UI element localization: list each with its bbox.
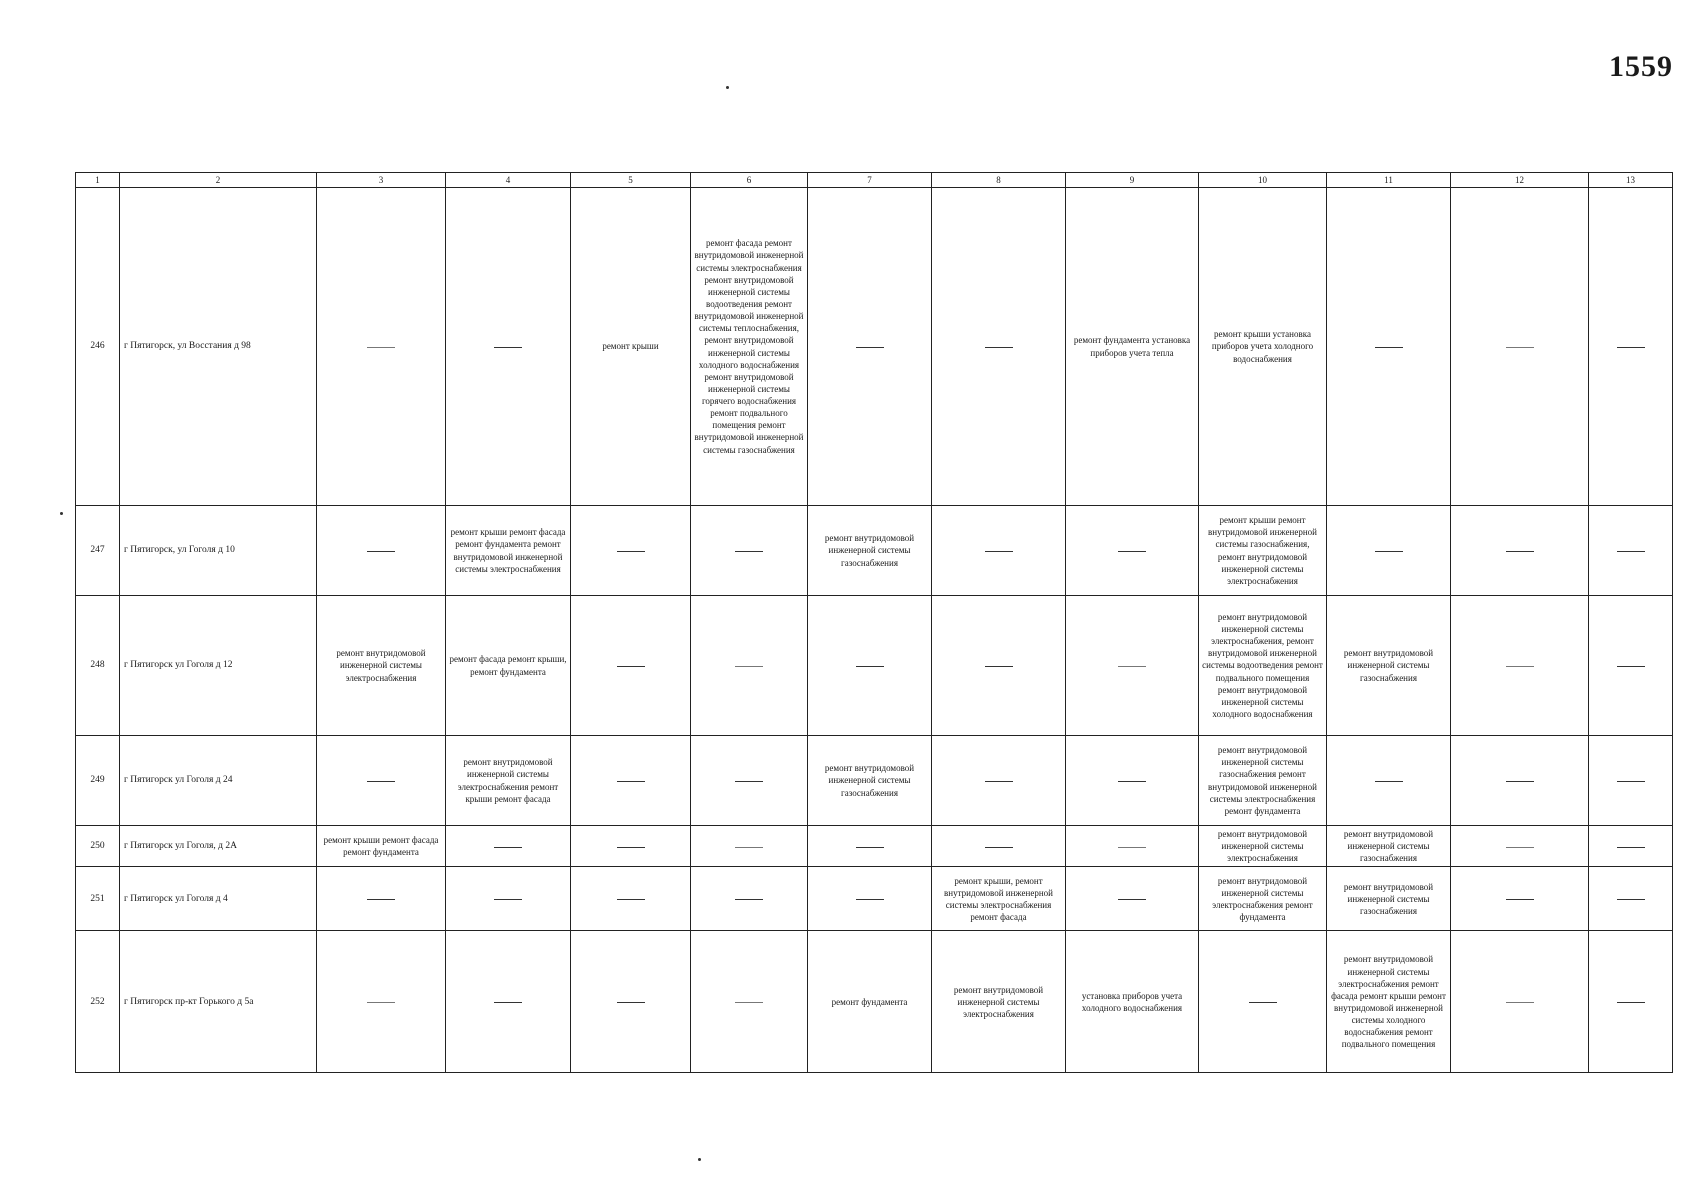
column-header: 2 <box>120 173 317 188</box>
empty-cell-col-9 <box>1066 506 1199 596</box>
empty-cell-col-13 <box>1589 826 1673 867</box>
dash-mark <box>1506 1002 1534 1003</box>
column-header: 5 <box>571 173 691 188</box>
column-header: 10 <box>1199 173 1327 188</box>
address-cell: г Пятигорск ул Гоголя, д 2А <box>120 826 317 867</box>
column-header: 4 <box>446 173 571 188</box>
empty-cell-col-5 <box>571 736 691 826</box>
empty-cell-col-11 <box>1327 736 1451 826</box>
row-number: 248 <box>76 596 120 736</box>
dash-mark <box>856 347 884 348</box>
empty-cell-col-8 <box>932 188 1066 506</box>
column-header: 11 <box>1327 173 1451 188</box>
dash-mark <box>856 847 884 848</box>
empty-cell-col-12 <box>1451 188 1589 506</box>
empty-cell-col-13 <box>1589 506 1673 596</box>
dash-mark <box>1617 347 1645 348</box>
empty-cell-col-13 <box>1589 931 1673 1073</box>
empty-cell-col-6 <box>691 826 808 867</box>
empty-cell-col-3 <box>317 931 446 1073</box>
empty-cell-col-7 <box>808 188 932 506</box>
empty-cell-col-13 <box>1589 188 1673 506</box>
address-cell: г Пятигорск, ул Гоголя д 10 <box>120 506 317 596</box>
work-cell-col-4: ремонт крыши ремонт фасада ремонт фундамента ремонт внутридомовой инженерной системы электроснабжения <box>446 506 571 596</box>
empty-cell-col-12 <box>1451 867 1589 931</box>
table-row <box>76 931 1673 1073</box>
work-cell-col-8: ремонт внутридомовой инженерной системы электроснабжения <box>932 931 1066 1073</box>
dash-mark <box>617 781 645 782</box>
dash-mark <box>735 847 763 848</box>
dash-mark <box>367 551 395 552</box>
address-cell: г Пятигорск ул Гоголя д 24 <box>120 736 317 826</box>
work-cell-col-11: ремонт внутридомовой инженерной системы электроснабжения ремонт фасада ремонт крыши ремонт внутридомовой инженерной системы холодного водоснабжения ремонт подвального помещения <box>1327 931 1451 1073</box>
dash-mark <box>735 666 763 667</box>
empty-cell-col-5 <box>571 867 691 931</box>
dash-mark <box>367 781 395 782</box>
dash-mark <box>735 1002 763 1003</box>
dash-mark <box>1506 551 1534 552</box>
work-cell-col-8: ремонт крыши, ремонт внутридомовой инженерной системы электроснабжения ремонт фасада <box>932 867 1066 931</box>
empty-cell-col-13 <box>1589 736 1673 826</box>
dash-mark <box>1118 847 1146 848</box>
row-number: 247 <box>76 506 120 596</box>
row-number: 250 <box>76 826 120 867</box>
empty-cell-col-13 <box>1589 596 1673 736</box>
table-row <box>76 596 1673 736</box>
row-number: 252 <box>76 931 120 1073</box>
empty-cell-col-10 <box>1199 931 1327 1073</box>
empty-cell-col-6 <box>691 736 808 826</box>
page-number: 1559 <box>1609 50 1673 83</box>
column-header: 9 <box>1066 173 1199 188</box>
column-header: 8 <box>932 173 1066 188</box>
dash-mark <box>1118 666 1146 667</box>
dash-mark <box>367 1002 395 1003</box>
empty-cell-col-9 <box>1066 826 1199 867</box>
work-cell-col-9: установка приборов учета холодного водоснабжения <box>1066 931 1199 1073</box>
work-cell-col-7: ремонт фундамента <box>808 931 932 1073</box>
dash-mark <box>1506 781 1534 782</box>
work-cell-col-10: ремонт внутридомовой инженерной системы газоснабжения ремонт внутридомовой инженерной системы электроснабжения ремонт фундамента <box>1199 736 1327 826</box>
dash-mark <box>1617 781 1645 782</box>
empty-cell-col-12 <box>1451 826 1589 867</box>
dash-mark <box>494 347 522 348</box>
empty-cell-col-9 <box>1066 736 1199 826</box>
dash-mark <box>494 847 522 848</box>
empty-cell-col-7 <box>808 596 932 736</box>
dash-mark <box>1118 551 1146 552</box>
table-row <box>76 188 1673 506</box>
dash-mark <box>367 347 395 348</box>
column-header: 6 <box>691 173 808 188</box>
empty-cell-col-7 <box>808 826 932 867</box>
column-header: 1 <box>76 173 120 188</box>
work-cell-col-5: ремонт крыши <box>571 188 691 506</box>
dash-mark <box>1118 899 1146 900</box>
dash-mark <box>1375 781 1403 782</box>
empty-cell-col-6 <box>691 596 808 736</box>
dash-mark <box>985 666 1013 667</box>
dash-mark <box>1617 551 1645 552</box>
dash-mark <box>985 347 1013 348</box>
empty-cell-col-12 <box>1451 736 1589 826</box>
empty-cell-col-8 <box>932 506 1066 596</box>
empty-cell-col-4 <box>446 931 571 1073</box>
empty-cell-col-9 <box>1066 867 1199 931</box>
empty-cell-col-3 <box>317 188 446 506</box>
work-cell-col-4: ремонт внутридомовой инженерной системы электроснабжения ремонт крыши ремонт фасада <box>446 736 571 826</box>
row-number: 249 <box>76 736 120 826</box>
scan-speck <box>726 86 729 89</box>
dash-mark <box>1617 847 1645 848</box>
work-cell-col-10: ремонт внутридомовой инженерной системы электроснабжения ремонт фундамента <box>1199 867 1327 931</box>
empty-cell-col-13 <box>1589 867 1673 931</box>
column-header: 12 <box>1451 173 1589 188</box>
empty-cell-col-6 <box>691 506 808 596</box>
empty-cell-col-3 <box>317 736 446 826</box>
work-cell-col-11: ремонт внутридомовой инженерной системы газоснабжения <box>1327 867 1451 931</box>
work-cell-col-10: ремонт крыши ремонт внутридомовой инженерной системы газоснабжения, ремонт внутридомовой инженерной системы электроснабжения <box>1199 506 1327 596</box>
empty-cell-col-11 <box>1327 188 1451 506</box>
dash-mark <box>617 899 645 900</box>
address-cell: г Пятигорск ул Гоголя д 4 <box>120 867 317 931</box>
dash-mark <box>856 666 884 667</box>
work-cell-col-7: ремонт внутридомовой инженерной системы газоснабжения <box>808 506 932 596</box>
scan-speck <box>698 1158 701 1161</box>
dash-mark <box>617 551 645 552</box>
table-row <box>76 826 1673 867</box>
empty-cell-col-6 <box>691 931 808 1073</box>
empty-cell-col-8 <box>932 826 1066 867</box>
dash-mark <box>985 781 1013 782</box>
empty-cell-col-5 <box>571 931 691 1073</box>
empty-cell-col-3 <box>317 867 446 931</box>
work-cell-col-9: ремонт фундамента установка приборов учета тепла <box>1066 188 1199 506</box>
repair-schedule-table <box>75 172 1673 1073</box>
dash-mark <box>985 551 1013 552</box>
empty-cell-col-12 <box>1451 596 1589 736</box>
empty-cell-col-9 <box>1066 596 1199 736</box>
dash-mark <box>617 666 645 667</box>
empty-cell-col-6 <box>691 867 808 931</box>
work-cell-col-10: ремонт внутридомовой инженерной системы электроснабжения, ремонт внутридомовой инженерной системы водоотведения ремонт подвального помещения ремонт внутридомовой инженерной системы холодного водоснабжения <box>1199 596 1327 736</box>
dash-mark <box>1249 1002 1277 1003</box>
work-cell-col-3: ремонт внутридомовой инженерной системы электроснабжения <box>317 596 446 736</box>
empty-cell-col-8 <box>932 736 1066 826</box>
work-cell-col-10: ремонт крыши установка приборов учета холодного водоснабжения <box>1199 188 1327 506</box>
empty-cell-col-12 <box>1451 506 1589 596</box>
header-row <box>76 173 1673 188</box>
dash-mark <box>1617 1002 1645 1003</box>
scan-speck <box>60 512 63 515</box>
dash-mark <box>735 899 763 900</box>
work-cell-col-3: ремонт крыши ремонт фасада ремонт фундамента <box>317 826 446 867</box>
dash-mark <box>1506 666 1534 667</box>
dash-mark <box>1375 347 1403 348</box>
work-cell-col-10: ремонт внутридомовой инженерной системы электроснабжения <box>1199 826 1327 867</box>
empty-cell-col-8 <box>932 596 1066 736</box>
row-number: 251 <box>76 867 120 931</box>
dash-mark <box>1617 666 1645 667</box>
table-row <box>76 506 1673 596</box>
dash-mark <box>735 781 763 782</box>
dash-mark <box>1617 899 1645 900</box>
dash-mark <box>985 847 1013 848</box>
empty-cell-col-5 <box>571 826 691 867</box>
dash-mark <box>1506 347 1534 348</box>
work-cell-col-7: ремонт внутридомовой инженерной системы газоснабжения <box>808 736 932 826</box>
work-cell-col-11: ремонт внутридомовой инженерной системы газоснабжения <box>1327 826 1451 867</box>
empty-cell-col-4 <box>446 826 571 867</box>
table-row <box>76 736 1673 826</box>
dash-mark <box>617 1002 645 1003</box>
empty-cell-col-3 <box>317 506 446 596</box>
dash-mark <box>856 899 884 900</box>
dash-mark <box>735 551 763 552</box>
address-cell: г Пятигорск ул Гоголя д 12 <box>120 596 317 736</box>
work-cell-col-6: ремонт фасада ремонт внутридомовой инженерной системы электроснабжения ремонт внутридомовой инженерной системы водоотведения ремонт внутридомовой инженерной системы теплоснабжения, ремонт внутридомовой инженерной системы холодного водоснабжения ремонт внутридомовой инженерной системы горячего водоснабжения ремонт подвального помещения ремонт внутридомовой инженерной системы газоснабжения <box>691 188 808 506</box>
empty-cell-col-5 <box>571 506 691 596</box>
empty-cell-col-4 <box>446 867 571 931</box>
dash-mark <box>494 899 522 900</box>
dash-mark <box>367 899 395 900</box>
empty-cell-col-5 <box>571 596 691 736</box>
address-cell: г Пятигорск, ул Восстания д 98 <box>120 188 317 506</box>
empty-cell-col-7 <box>808 867 932 931</box>
column-header: 13 <box>1589 173 1673 188</box>
row-number: 246 <box>76 188 120 506</box>
empty-cell-col-4 <box>446 188 571 506</box>
address-cell: г Пятигорск пр-кт Горького д 5а <box>120 931 317 1073</box>
work-cell-col-4: ремонт фасада ремонт крыши, ремонт фундамента <box>446 596 571 736</box>
column-header: 3 <box>317 173 446 188</box>
dash-mark <box>494 1002 522 1003</box>
column-header: 7 <box>808 173 932 188</box>
dash-mark <box>1506 847 1534 848</box>
dash-mark <box>617 847 645 848</box>
table-row <box>76 867 1673 931</box>
empty-cell-col-12 <box>1451 931 1589 1073</box>
dash-mark <box>1118 781 1146 782</box>
empty-cell-col-11 <box>1327 506 1451 596</box>
work-cell-col-11: ремонт внутридомовой инженерной системы газоснабжения <box>1327 596 1451 736</box>
dash-mark <box>1506 899 1534 900</box>
dash-mark <box>1375 551 1403 552</box>
